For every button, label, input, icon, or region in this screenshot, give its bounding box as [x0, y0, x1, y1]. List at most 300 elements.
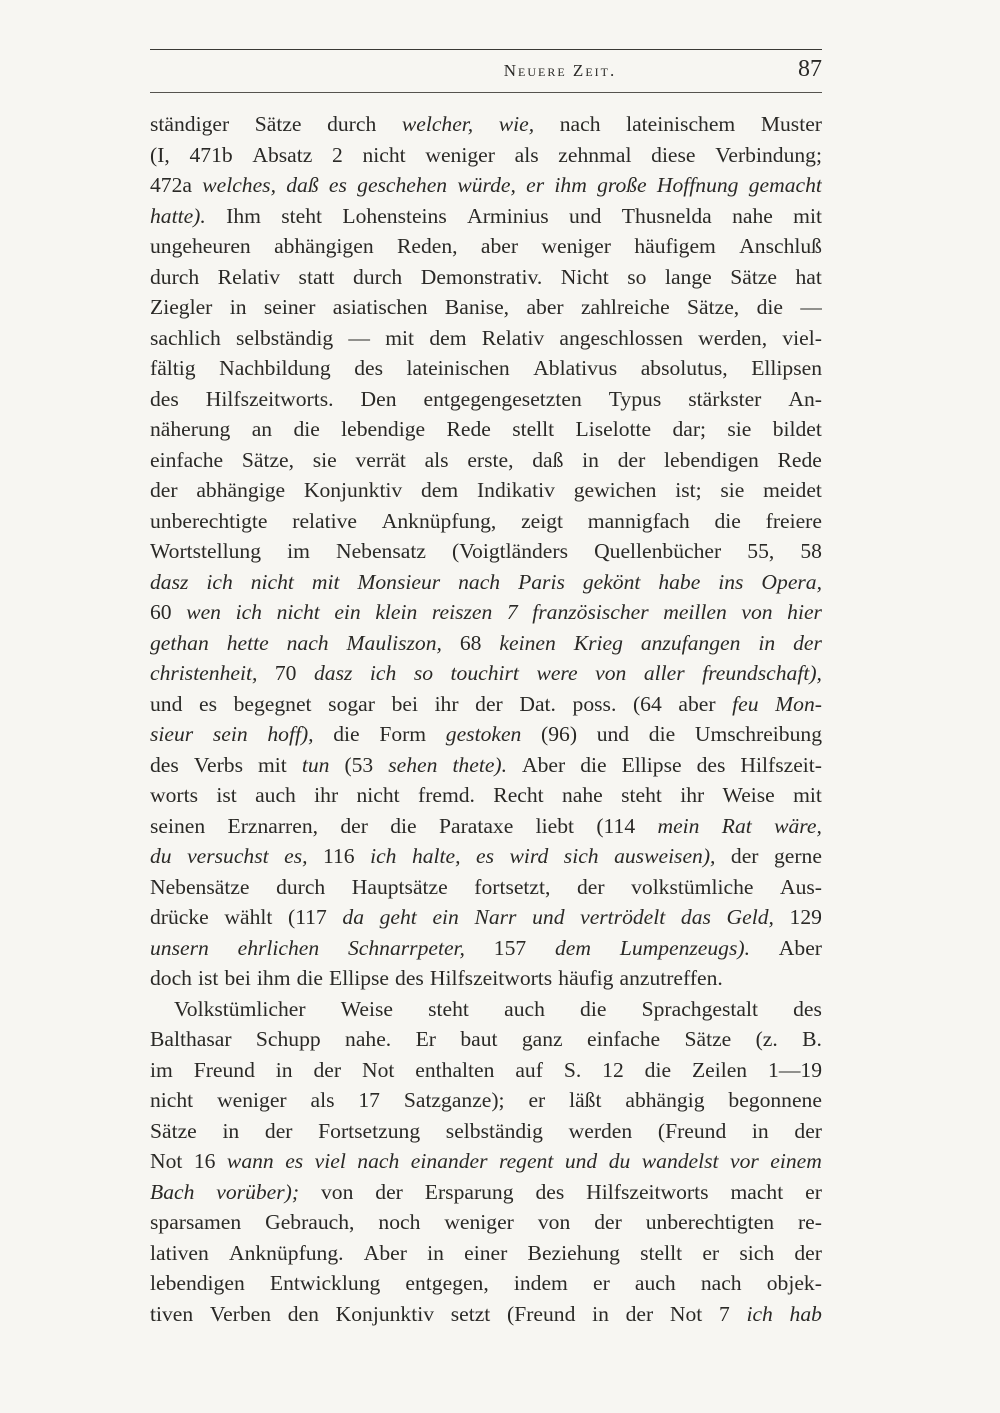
word: wählt [224, 905, 273, 929]
word: tun [301, 752, 330, 777]
word: B. [802, 1027, 822, 1051]
word: — [348, 325, 371, 350]
text-line [150, 872, 822, 903]
word: diese [651, 142, 696, 167]
word: und [564, 1149, 598, 1173]
word: Absatz [252, 142, 313, 167]
word: gemacht [748, 173, 822, 197]
word: Hilfszeitworts. [205, 386, 334, 411]
word: er [526, 173, 545, 197]
word: sie [720, 478, 745, 502]
word: Relativ [481, 325, 545, 350]
text-line [150, 689, 822, 720]
text-line [150, 811, 822, 842]
word: zeigt [521, 508, 564, 533]
word: des [535, 1179, 565, 1204]
word: er [702, 1240, 720, 1265]
word: sie [312, 447, 337, 472]
word: von [741, 600, 773, 624]
word: weniger [541, 234, 611, 258]
word: in [222, 1118, 240, 1143]
word: nach [357, 1149, 400, 1173]
word: du [150, 844, 172, 868]
word: Er [415, 1027, 436, 1051]
word: Erznarren, [227, 813, 319, 838]
word: Zeilen [691, 1057, 748, 1082]
word: ausweisen), [614, 844, 716, 868]
word: Ellipsen [751, 356, 822, 380]
word: Krieg [573, 630, 623, 655]
word: Hoffnung [656, 173, 739, 197]
word: dasz [313, 661, 353, 685]
word: Verben [209, 1301, 272, 1326]
word: werden, [698, 325, 768, 350]
word: aber [480, 234, 519, 258]
word: in [582, 447, 599, 472]
word: Nebensätze [150, 874, 250, 899]
word: angeschlossen [559, 325, 683, 350]
word: dem [421, 478, 459, 502]
word: regent [498, 1149, 554, 1173]
word: des [395, 966, 424, 990]
word: worts [150, 783, 198, 807]
word: Schupp [255, 1027, 321, 1051]
word: an [251, 417, 273, 441]
word: (114 [596, 813, 636, 838]
word: mit [793, 783, 822, 807]
word: nicht [362, 142, 406, 167]
word: würde, [457, 173, 516, 197]
word: wen [186, 600, 221, 624]
word: auch [255, 783, 296, 807]
word: geht [379, 905, 417, 929]
word: sich [563, 844, 599, 868]
word: mit [311, 569, 340, 594]
word: des [150, 752, 179, 777]
word: werden [568, 1118, 633, 1143]
word: Lohensteins [342, 203, 447, 228]
word: nahe [732, 203, 773, 228]
word: und [532, 905, 565, 929]
word: halte, [411, 844, 461, 868]
text-line [150, 1024, 822, 1055]
word: du [608, 1149, 631, 1173]
word: die [644, 1057, 672, 1082]
word: ehrlichen [237, 935, 320, 960]
word: dem [555, 935, 591, 960]
word: dar; [672, 417, 707, 441]
word: und [569, 203, 602, 228]
word: Umschreibung [694, 722, 822, 746]
word: 471b [189, 142, 233, 167]
running-title: Neuere Zeit. [503, 61, 617, 80]
word: lateinischen [406, 356, 510, 380]
word: häufigem [634, 234, 716, 258]
word: S. [563, 1057, 582, 1082]
word: Sätze [254, 112, 302, 136]
word: 1—19 [768, 1057, 822, 1082]
word: touchirt [450, 661, 519, 685]
word: welches, [202, 173, 276, 197]
text-line [150, 1207, 822, 1238]
word: in [751, 1118, 769, 1143]
word: Satzganze); [403, 1088, 505, 1112]
word: begonnene [728, 1088, 822, 1112]
word: einer [464, 1240, 508, 1265]
word: begegnet [233, 691, 312, 716]
word: und [150, 691, 183, 716]
word: christenheit, [150, 661, 258, 685]
word: (Voigtländers [452, 539, 568, 563]
word: es [285, 1149, 304, 1173]
word: wann [226, 1149, 274, 1173]
word: Aber [778, 935, 822, 960]
word: Aber [522, 752, 566, 777]
word: Nachbildung [219, 356, 331, 380]
word: (I, [150, 142, 170, 167]
word: die [580, 996, 607, 1021]
word: zehnmal [558, 142, 632, 167]
text-line [150, 1299, 822, 1330]
word: Anknüpfung, [381, 508, 497, 533]
word: der [617, 447, 646, 472]
word: Geld, [726, 905, 774, 929]
word: einander [410, 1149, 488, 1173]
text-line [150, 445, 822, 476]
word: hier [787, 600, 822, 624]
word: dasz [150, 569, 189, 594]
word: Ablativus [533, 356, 618, 380]
word: selbständig [236, 325, 334, 350]
word: Aber [363, 1240, 407, 1265]
text-line [150, 1116, 822, 1147]
word: in [427, 1240, 444, 1265]
word: ist; [675, 478, 702, 502]
word: es, [284, 844, 308, 868]
word: auch [634, 1271, 676, 1295]
word: Rede [446, 417, 491, 441]
text-line [150, 536, 822, 567]
word: wäre, [774, 813, 822, 838]
text-line [150, 1055, 822, 1086]
word: es [199, 691, 217, 716]
word: sachlich [150, 325, 221, 350]
text-line [150, 1238, 822, 1269]
word: ist [198, 966, 219, 990]
word: des [696, 752, 726, 777]
word: Indikativ [476, 478, 555, 502]
word: reiszen [431, 600, 493, 624]
word: Beziehung [527, 1240, 620, 1265]
word: 58 [800, 539, 822, 563]
word: Opera, [761, 569, 822, 594]
word: 7 [718, 1301, 730, 1326]
word: fremd. [418, 783, 475, 807]
word: Freund [193, 1057, 255, 1082]
word: einem [770, 1149, 822, 1173]
word: nicht [250, 569, 294, 594]
word: lateinischem [626, 112, 736, 136]
word: freundschaft), [702, 661, 822, 685]
word: (53 [344, 752, 374, 777]
word: lativen [150, 1240, 209, 1265]
word: freiere [765, 508, 822, 533]
word: seinen [150, 813, 206, 838]
word: ist [216, 783, 237, 807]
word: steht [281, 203, 323, 228]
word: in [229, 295, 247, 319]
word: der [730, 844, 759, 868]
word: welcher, [401, 112, 474, 136]
word: noch [378, 1210, 421, 1234]
word: 2 [332, 142, 343, 167]
word: absolutus, [640, 356, 728, 380]
word: verrät [355, 447, 406, 472]
word: habe [658, 569, 701, 594]
word: anzufangen [640, 630, 741, 655]
word: hoff), [267, 722, 314, 746]
word: Hilfszeitworts [586, 1179, 709, 1204]
word: so [413, 661, 434, 685]
word: 472a [150, 173, 192, 197]
word: Nebensatz [336, 539, 426, 563]
word: Aus- [780, 874, 822, 899]
word: auch [504, 996, 545, 1021]
word: näherung [150, 417, 231, 441]
word: nach [559, 112, 601, 136]
word: in [758, 630, 776, 655]
text-line [150, 475, 822, 506]
word: der [576, 874, 605, 899]
word: An- [788, 386, 822, 411]
word: viel- [782, 325, 822, 350]
word: 7 [506, 600, 518, 624]
word: Anknüpfung. [228, 1240, 344, 1265]
word: objek- [766, 1271, 822, 1295]
word: gewichen [573, 478, 657, 502]
word: ihm [256, 966, 291, 990]
word: gekönt [582, 569, 641, 594]
word: entgegen, [405, 1271, 489, 1295]
word: ihm [554, 173, 587, 197]
word: in [592, 1301, 609, 1326]
text-line [150, 323, 822, 354]
text-line [150, 567, 822, 598]
word: wird [509, 844, 549, 868]
word: Parataxe [438, 813, 514, 838]
word: weniger [217, 1088, 287, 1112]
word: da [342, 905, 364, 929]
text-line [150, 1268, 822, 1299]
word: (96) [541, 722, 578, 746]
word: der [793, 630, 822, 655]
word: nicht [276, 600, 320, 624]
word: das [680, 905, 711, 929]
word: baut [460, 1027, 498, 1051]
word: französischer [532, 600, 649, 624]
word: stärkster [688, 386, 762, 411]
word: lebendigen [664, 447, 759, 472]
word: sein [212, 722, 248, 746]
word: die [756, 295, 783, 319]
text-line [150, 353, 822, 384]
word: vor [730, 1149, 759, 1173]
word: durch [276, 874, 326, 899]
text-line [150, 719, 822, 750]
word: ungeheuren [150, 234, 251, 258]
word: in [275, 1057, 293, 1082]
word: doch [150, 966, 192, 990]
word: ein [432, 905, 459, 929]
word: der [340, 813, 368, 838]
word: indem [513, 1271, 568, 1295]
word: Konjunktiv [335, 1301, 435, 1326]
word: aber [526, 295, 564, 319]
word: auf [515, 1057, 543, 1082]
word: relative [292, 508, 358, 533]
text-line [150, 262, 822, 293]
word: Liselotte [575, 417, 652, 441]
word: 116 [323, 844, 355, 868]
word: 70 [274, 661, 297, 685]
word: 55, [747, 539, 775, 563]
word: einfache [150, 447, 224, 472]
word: große [597, 173, 647, 197]
word: Not [361, 1057, 395, 1082]
word: Sätze, [687, 295, 740, 319]
word: Hilfszeitworts [429, 966, 553, 990]
text-line [150, 628, 822, 659]
word: fortsetzt, [474, 874, 551, 899]
word: Form [379, 722, 427, 746]
text-line [150, 170, 822, 201]
word: die [580, 752, 607, 777]
word: Sprachgestalt [641, 996, 758, 1021]
word: Hilfszeit- [740, 752, 822, 777]
word: des [354, 356, 383, 380]
word: enthalten [415, 1057, 495, 1082]
word: 60 [150, 600, 172, 624]
word: sehen [388, 752, 438, 777]
body-text [150, 109, 822, 1329]
word: geschehen [357, 173, 448, 197]
text-line [150, 841, 822, 872]
text-line [150, 506, 822, 537]
word: 68 [459, 630, 482, 655]
word: Mauliszon, [346, 630, 442, 655]
word: ganz [521, 1027, 563, 1051]
word: unberechtigten [645, 1210, 775, 1234]
word: als [310, 1088, 335, 1112]
word: ins [718, 569, 744, 594]
word: nach [458, 569, 501, 594]
word: der [794, 1240, 822, 1265]
word: von [320, 1179, 354, 1204]
word: Fortsetzung [318, 1118, 421, 1143]
word: Ellipse [329, 966, 389, 990]
word: ich [370, 844, 397, 868]
text-line [150, 414, 822, 445]
word: — [800, 295, 822, 319]
word: es [476, 844, 495, 868]
word: feu [732, 691, 759, 716]
text-line [150, 963, 822, 994]
word: er [805, 1179, 822, 1204]
word: lange [664, 264, 712, 289]
word: er [528, 1088, 546, 1112]
word: asiatischen [332, 295, 428, 319]
text-line [150, 1146, 822, 1177]
word: die [296, 966, 323, 990]
word: selbständig [445, 1118, 543, 1143]
word: hab [789, 1301, 822, 1326]
word: nicht [150, 1088, 194, 1112]
text-line [150, 750, 822, 781]
word: stellt [512, 417, 555, 441]
word: gestoken [445, 722, 522, 746]
word: anzutreffen. [619, 966, 723, 990]
word: den [287, 1301, 319, 1326]
word: aber [678, 691, 716, 716]
word: Bach [150, 1179, 195, 1204]
word: Lumpenzeugs). [619, 935, 750, 960]
word: wie, [498, 112, 535, 136]
word: die [648, 722, 676, 746]
word: (z. [755, 1027, 778, 1051]
word: aller [643, 661, 685, 685]
word: fältig [150, 356, 196, 380]
word: läßt [569, 1088, 602, 1112]
word: Quellenbücher [594, 539, 722, 563]
word: abhängig [625, 1088, 705, 1112]
word: er [593, 1271, 610, 1295]
text-line [150, 140, 822, 171]
word: meidet [763, 478, 822, 502]
word: Weise [340, 996, 393, 1021]
word: vorüber); [216, 1179, 300, 1204]
word: entgegengesetzten [423, 386, 582, 411]
word: hette [226, 630, 269, 655]
word: liebt [535, 813, 575, 838]
word: ihr [680, 783, 705, 807]
word: 12 [602, 1057, 624, 1082]
word: statt [298, 264, 335, 289]
word: sie [727, 417, 752, 441]
word: mannigfach [587, 508, 690, 533]
word: Verbindung; [715, 142, 822, 167]
word: Wortstellung [150, 539, 262, 563]
word: Balthasar [150, 1027, 232, 1051]
word: der [264, 1118, 293, 1143]
word: der [313, 1057, 342, 1082]
word: unberechtigte [150, 508, 268, 533]
word: Rede [777, 447, 822, 472]
word: Ellipse [621, 752, 682, 777]
word: Anschluß [739, 234, 822, 258]
word: steht [621, 783, 662, 807]
word: ich [746, 1301, 773, 1326]
word: Hauptsätze [351, 874, 448, 899]
text-line [150, 780, 822, 811]
word: ich [235, 600, 262, 624]
word: Verbs [193, 752, 243, 777]
word: durch [150, 264, 200, 289]
page-number: 87 [798, 56, 822, 82]
word: ihr [314, 783, 339, 807]
word: Muster [760, 112, 822, 136]
word: gerne [773, 844, 822, 868]
word: der [794, 1118, 822, 1143]
